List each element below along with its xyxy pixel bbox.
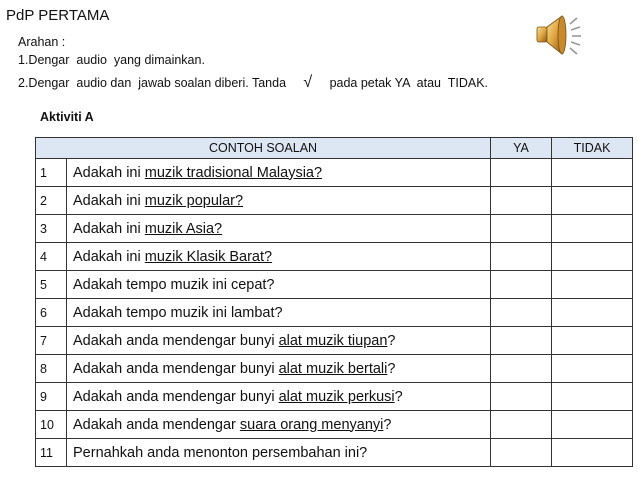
yes-checkbox-cell[interactable] — [491, 299, 552, 327]
yes-checkbox-cell[interactable] — [491, 411, 552, 439]
table-row — [36, 355, 633, 383]
question-underlined: muzik tradisional Malaysia? — [144, 164, 323, 181]
row-number: 5 — [36, 271, 67, 299]
instructions-heading: Arahan : — [18, 35, 66, 49]
row-number: 6 — [36, 299, 67, 327]
question-prefix: Adakah tempo muzik ini cepat? — [73, 276, 275, 293]
question-text — [67, 159, 491, 187]
question-prefix: Adakah ini — [73, 192, 145, 209]
question-suffix: ? — [387, 360, 396, 377]
instruction-step-1: 1.Dengar audio yang dimainkan. — [18, 53, 205, 67]
row-number: 11 — [36, 439, 67, 467]
instruction-step-2-text: 2.Dengar audio dan jawab soalan diberi. Tanda — [18, 76, 287, 90]
yes-checkbox-cell[interactable] — [491, 355, 552, 383]
table-row — [36, 383, 633, 411]
question-suffix: ? — [387, 332, 396, 349]
row-number: 4 — [36, 243, 67, 271]
activity-label: Aktiviti A — [40, 110, 94, 124]
table-row — [36, 243, 633, 271]
speaker-icon[interactable] — [532, 12, 584, 58]
question-table — [35, 137, 633, 467]
no-checkbox-cell[interactable] — [552, 187, 633, 215]
question-prefix: Adakah anda mendengar bunyi — [73, 388, 279, 405]
no-checkbox-cell[interactable] — [552, 411, 633, 439]
yes-checkbox-cell[interactable] — [491, 243, 552, 271]
no-checkbox-cell[interactable] — [552, 383, 633, 411]
yes-checkbox-cell[interactable] — [491, 383, 552, 411]
question-text — [67, 383, 491, 411]
no-checkbox-cell[interactable] — [552, 271, 633, 299]
header-yes: YA — [491, 138, 552, 159]
instruction-step-2 — [18, 74, 488, 92]
table-row — [36, 411, 633, 439]
row-number: 10 — [36, 411, 67, 439]
table-row — [36, 215, 633, 243]
no-checkbox-cell[interactable] — [552, 159, 633, 187]
question-underlined: muzik Asia? — [144, 220, 223, 237]
row-number: 2 — [36, 187, 67, 215]
yes-checkbox-cell[interactable] — [491, 187, 552, 215]
row-number: 1 — [36, 159, 67, 187]
table-row — [36, 187, 633, 215]
yes-checkbox-cell[interactable] — [491, 159, 552, 187]
row-number: 9 — [36, 383, 67, 411]
no-checkbox-cell[interactable] — [552, 439, 633, 467]
question-text — [67, 243, 491, 271]
table-row — [36, 439, 633, 467]
question-text — [67, 215, 491, 243]
no-checkbox-cell[interactable] — [552, 355, 633, 383]
question-text — [67, 299, 491, 327]
question-underlined: muzik popular? — [144, 192, 244, 209]
no-checkbox-cell[interactable] — [552, 215, 633, 243]
table-row — [36, 159, 633, 187]
row-number: 7 — [36, 327, 67, 355]
question-prefix: Adakah tempo muzik ini lambat? — [73, 304, 283, 321]
row-number: 3 — [36, 215, 67, 243]
question-prefix: Pernahkah anda menonton persembahan ini? — [73, 444, 368, 461]
question-prefix: Adakah anda mendengar bunyi — [73, 332, 279, 349]
question-suffix: ? — [383, 416, 392, 433]
instruction-step-2-end: pada petak YA atau TIDAK. — [329, 76, 489, 90]
question-underlined: suara orang menyanyi — [239, 416, 384, 433]
yes-checkbox-cell[interactable] — [491, 439, 552, 467]
no-checkbox-cell[interactable] — [552, 243, 633, 271]
question-prefix: Adakah ini — [73, 164, 145, 181]
yes-checkbox-cell[interactable] — [491, 215, 552, 243]
question-text — [67, 439, 491, 467]
question-text — [67, 327, 491, 355]
no-checkbox-cell[interactable] — [552, 299, 633, 327]
table-row — [36, 271, 633, 299]
question-underlined: alat muzik tiupan — [278, 332, 388, 349]
question-prefix: Adakah anda mendengar — [73, 416, 240, 433]
question-prefix: Adakah anda mendengar bunyi — [73, 360, 279, 377]
question-suffix: ? — [394, 388, 403, 405]
question-text — [67, 355, 491, 383]
question-underlined: alat muzik bertali — [278, 360, 388, 377]
question-prefix: Adakah ini — [73, 220, 145, 237]
yes-checkbox-cell[interactable] — [491, 327, 552, 355]
page-title: PdP PERTAMA — [6, 7, 110, 24]
question-text — [67, 187, 491, 215]
tick-mark-icon: √ — [303, 74, 313, 91]
question-text — [67, 271, 491, 299]
table-header-row — [36, 138, 633, 159]
table-row — [36, 327, 633, 355]
no-checkbox-cell[interactable] — [552, 327, 633, 355]
question-underlined: muzik Klasik Barat? — [144, 248, 273, 265]
question-underlined: alat muzik perkusi — [278, 388, 395, 405]
question-prefix: Adakah ini — [73, 248, 145, 265]
table-row — [36, 299, 633, 327]
question-text — [67, 411, 491, 439]
header-no: TIDAK — [552, 138, 633, 159]
header-question: CONTOH SOALAN — [36, 138, 491, 159]
row-number: 8 — [36, 355, 67, 383]
yes-checkbox-cell[interactable] — [491, 271, 552, 299]
